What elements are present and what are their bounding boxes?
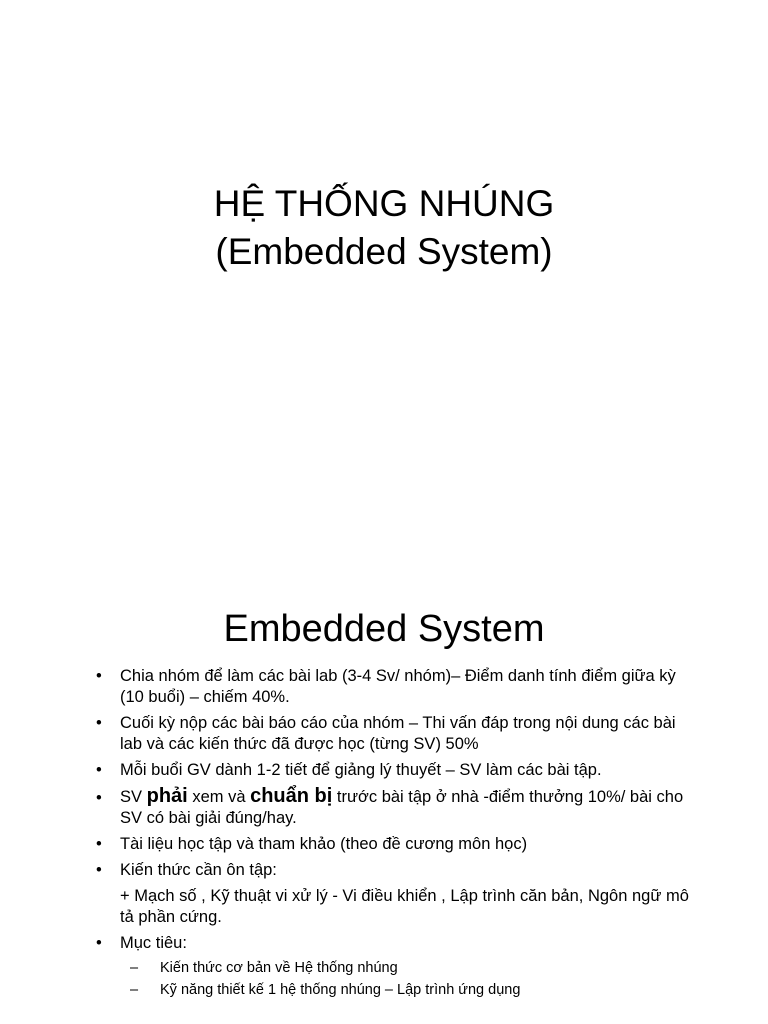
dash-marker: – — [130, 960, 139, 976]
bullet-dot: • — [96, 861, 102, 879]
bullet-item — [96, 666, 696, 708]
bullet-text: Mục tiêu: — [120, 934, 187, 952]
bullet-dot: • — [96, 714, 102, 732]
sub-item-text: Kiến thức cơ bản về Hệ thống nhúng — [160, 960, 398, 976]
bullet-text: Cuối kỳ nộp các bài báo cáo của nhóm – Thi vấn đáp trong nội dung các bài lab và các kiến thức đã được học (từng SV) 50% — [120, 714, 676, 753]
title-line-2: (Embedded System) — [215, 231, 553, 272]
bullet-item — [96, 713, 696, 755]
sub-item — [130, 979, 696, 1001]
bullet-text-part: SV — [120, 788, 147, 806]
bullet-item — [96, 786, 696, 829]
dash-marker: – — [130, 982, 139, 998]
bullet-dot: • — [96, 835, 102, 853]
bullet-item — [96, 933, 696, 1001]
slide-1-title — [0, 180, 768, 276]
bullet-dot: • — [96, 761, 102, 779]
bullet-item — [96, 760, 696, 781]
sub-item — [130, 957, 696, 979]
slide-2-title: Embedded System — [223, 608, 545, 650]
bold-word: chuẩn bị — [250, 785, 333, 807]
sub-list — [120, 957, 696, 1001]
bullet-dot: • — [96, 789, 102, 807]
sub-item-text: Kỹ năng thiết kế 1 hệ thống nhúng – Lập trình ứng dụng — [160, 982, 521, 998]
title-line-1: HỆ THỐNG NHÚNG — [213, 183, 555, 224]
bullet-text: Kiến thức cần ôn tập: — [120, 861, 277, 879]
bullet-list — [96, 666, 696, 1006]
bullet-text-part: trước bài tập ở nhà -điểm thưởng 10%/ bài cho SV có bài giải đúng/hay. — [120, 788, 684, 827]
bullet-text: Mỗi buổi GV dành 1-2 tiết để giảng lý thuyết – SV làm các bài tập. — [120, 761, 602, 779]
bullet-item — [96, 834, 696, 855]
bold-word: phải — [146, 785, 188, 807]
bullet-detail: + Mạch số , Kỹ thuật vi xử lý - Vi điều khiển , Lập trình căn bản, Ngôn ngữ mô tả phần cứng. — [120, 887, 689, 926]
bullet-text: Chia nhóm để làm các bài lab (3-4 Sv/ nhóm)– Điểm danh tính điểm giữa kỳ (10 buổi) – chiếm 40%. — [120, 667, 676, 706]
bullet-text: Tài liệu học tập và tham khảo (theo đề cương môn học) — [120, 835, 528, 853]
bullet-dot: • — [96, 934, 102, 952]
bullet-text-part: xem và — [187, 788, 251, 806]
slide-2 — [0, 512, 768, 1024]
bullet-item — [96, 860, 696, 881]
bullet-dot: • — [96, 667, 102, 685]
